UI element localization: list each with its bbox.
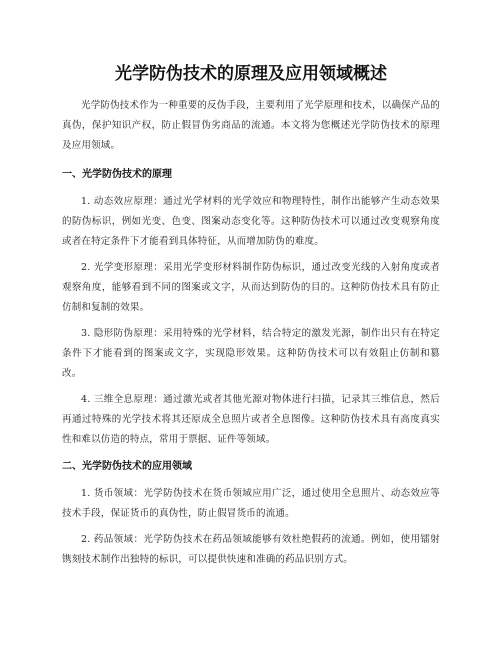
principle-item-invisible: 3. 隐形防伪原理：采用特殊的光学材料，结合特定的激发光源，制作出只有在特定条件下才能看到的图案或文字，实现隐形效果。这种防伪技术可以有效阻止仿制和篡改。 xyxy=(62,328,440,379)
principle-item-dynamic-effect: 1. 动态效应原理：通过光学材料的光学效应和物理特性，制作出能够产生动态效果的防伪标识，例如光变、色变、图案动态变化等。这种防伪技术可以通过改变观察角度或者在特定条件下才能看到具体特征，从而增加防伪的难度。 xyxy=(62,196,440,247)
application-item-currency: 1. 货币领域：光学防伪技术在货币领域应用广泛，通过使用全息照片、动态效应等技术手段，保证货币的真伪性，防止假冒货币的流通。 xyxy=(62,488,440,519)
intro-paragraph: 光学防伪技术作为一种重要的反伪手段，主要利用了光学原理和技术，以确保产品的真伪，保护知识产权，防止假冒伪劣商品的流通。本文将为您概述光学防伪技术的原理及应用领域。 xyxy=(62,100,440,151)
document-body xyxy=(62,96,440,576)
principle-item-optical-deformation: 2. 光学变形原理：采用光学变形材料制作防伪标识，通过改变光线的入射角度或者观察角度，能够看到不同的图案或文字，从而达到防伪的目的。这种防伪技术具有防止仿制和复制的效果。 xyxy=(62,262,440,313)
principle-item-hologram: 4. 三维全息原理：通过激光或者其他光源对物体进行扫描，记录其三维信息，然后再通过特殊的光学技术将其还原成全息照片或者全息图像。这种防伪技术具有高度真实性和难以仿造的特点，常用于票据、证件等领域。 xyxy=(62,394,440,445)
application-item-medicine: 2. 药品领域：光学防伪技术在药品领域能够有效杜绝假药的流通。例如，使用镭射镌刻技术制作出独特的标识，可以提供快速和准确的药品识别方式。 xyxy=(62,534,440,565)
section-heading-applications: 二、光学防伪技术的应用领域 xyxy=(62,461,192,472)
document-title: 光学防伪技术的原理及应用领域概述 xyxy=(115,64,387,84)
section-heading-principles: 一、光学防伪技术的原理 xyxy=(62,169,172,180)
